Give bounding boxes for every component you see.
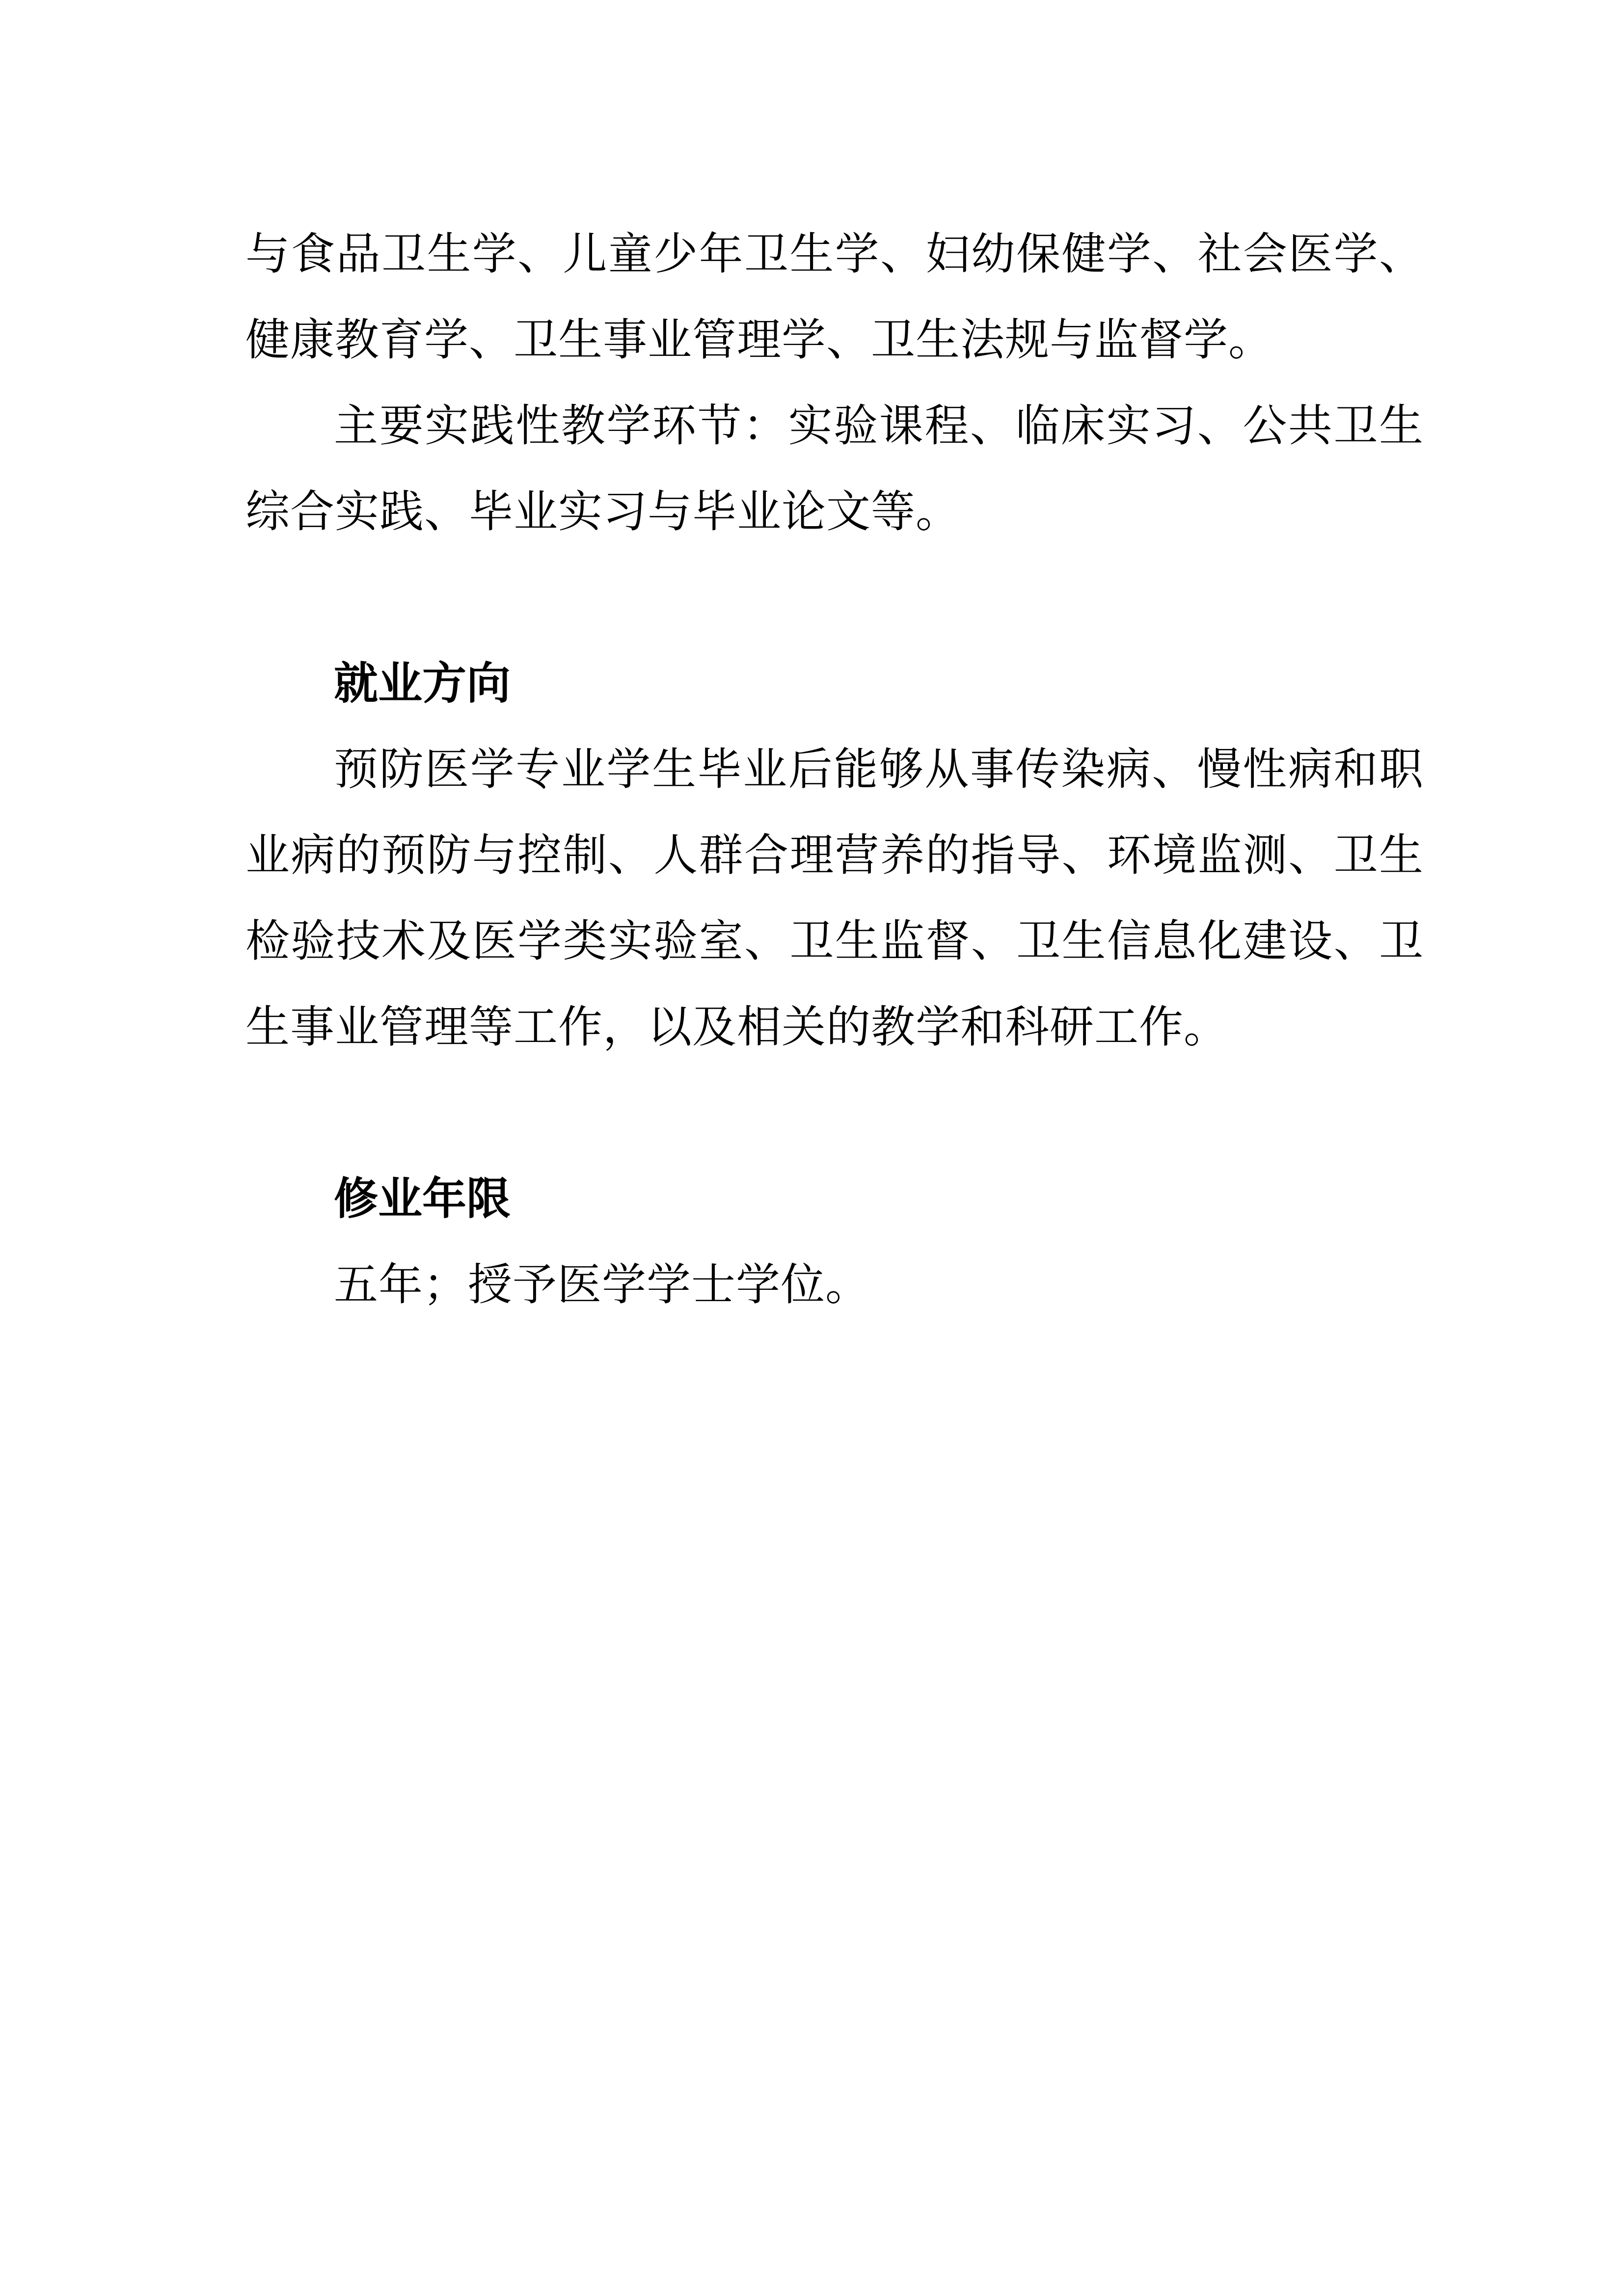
document-content <box>245 211 1424 1328</box>
section-spacer <box>245 555 1424 641</box>
section-spacer <box>245 1070 1424 1156</box>
practice-paragraph: 主要实践性教学环节：实验课程、临床实习、公共卫生综合实践、毕业实习与毕业论文等。 <box>245 400 1424 537</box>
employment-heading: 就业方向 <box>334 658 511 709</box>
courses-continued-paragraph: 与食品卫生学、儿童少年卫生学、妇幼保健学、社会医学、健康教育学、卫生事业管理学、卫生法规与监督学。 <box>245 228 1424 366</box>
duration-heading: 修业年限 <box>334 1173 511 1225</box>
employment-paragraph: 预防医学专业学生毕业后能够从事传染病、慢性病和职业病的预防与控制、人群合理营养的指导、环境监测、卫生检验技术及医学类实验室、卫生监督、卫生信息化建设、卫生事业管理等工作，以及相关的教学和科研工作。 <box>245 744 1424 1053</box>
duration-paragraph: 五年；授予医学学士学位。 <box>334 1259 870 1310</box>
